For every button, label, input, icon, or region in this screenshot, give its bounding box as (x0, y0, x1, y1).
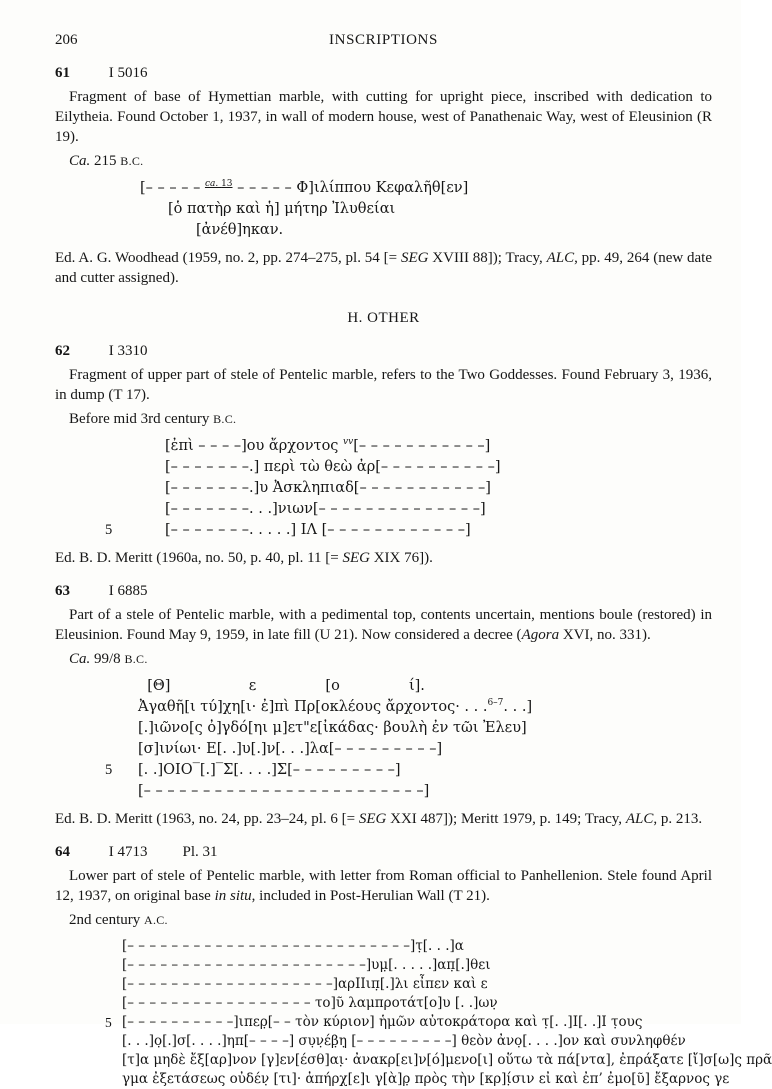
text-segment: Ca. (69, 651, 91, 667)
text-segment: vv (343, 437, 354, 448)
entry-heading (55, 341, 712, 361)
entry-inventory: I 5016 (108, 65, 148, 81)
entry-63 (55, 581, 712, 829)
greek-line (140, 220, 712, 241)
text-segment: ALC (546, 250, 575, 266)
greek-text (122, 1071, 729, 1087)
entry-number: 64 (55, 844, 70, 860)
entry-heading (55, 581, 712, 601)
greek-line (140, 178, 712, 199)
greek-text (138, 741, 442, 757)
greek-text (165, 480, 491, 496)
greek-line (138, 718, 712, 739)
text-segment: SEG (400, 250, 429, 266)
greek-text (138, 720, 527, 736)
text-segment: 215 (90, 153, 121, 169)
text-segment: B.C. (124, 652, 148, 666)
text-segment: [– – – – – – –.] περὶ τὼ θεὼ ἀρ[– – – – – – – – – –] (165, 459, 501, 475)
greek-line (122, 975, 712, 994)
greek-text (122, 957, 491, 973)
text-segment: XVI, no. 331). (559, 627, 651, 643)
greek-text (122, 1052, 772, 1068)
greek-text (122, 938, 464, 954)
entry-date (55, 409, 712, 429)
entry-date (55, 151, 712, 171)
greek-text (165, 501, 486, 517)
text-segment: Ed. B. D. Meritt (1960a, no. 50, p. 40, pl. 11 [= (55, 550, 343, 566)
text-segment: in situ (214, 888, 252, 904)
greek-text (168, 201, 395, 217)
text-segment: [– – – – – – –. . .]νιων[– – – – – – – – – – – – – –] (165, 501, 486, 517)
text-segment: [Θ] ε [ο ί]. (138, 678, 425, 694)
entry-inventory: I 4713 (108, 844, 148, 860)
text-segment: – – – – – Φ]ιλίππου Κεφαλῆθ[εν] (232, 180, 469, 196)
text-segment: , included in Post-Herulian Wall (T 21). (251, 888, 490, 904)
text-segment: Lower part of stele of Pentelic marble, with letter from Roman official to Panhellenion. Stele found April 12, 1937, on original base (55, 868, 712, 904)
line-number: 5 (105, 522, 113, 538)
greek-line (138, 697, 712, 718)
text-segment: [– – – – – – –.]υ Ἀσκληπιαδ[– – – – – – – – – – –] (165, 480, 491, 496)
greek-line (165, 436, 712, 457)
greek-line (122, 1032, 712, 1051)
text-segment: [. .]ΟΙΟ‾[.]‾Σ[. . . .]Σ[– – – – – – – – –] (138, 762, 401, 778)
entry-description (55, 365, 712, 405)
text-segment: Ed. B. D. Meritt (1963, no. 24, pp. 23–24, pl. 6 [= (55, 811, 359, 827)
greek-text (138, 783, 429, 799)
text-segment: [σ]ινίωι· Ε[. .]υ[.]ν[. . .]λα[– – – – – – – – –] (138, 741, 443, 757)
greek-text (165, 522, 471, 538)
entry-number: 61 (55, 65, 70, 81)
text-segment: [– – – – – – – – – – – – – – – – – το]ῦ λαμπροτάτ[ο]υ [. .]ων̣ (122, 995, 498, 1011)
section-heading: H. OTHER (347, 310, 420, 326)
text-segment: [– – – – – (140, 180, 205, 196)
entry-editions (55, 548, 712, 568)
text-segment: [– – – – – – – – – – – – – – – – – – – – – – – – – –]τ̣[. . .]α (122, 938, 464, 954)
page-header (55, 30, 712, 50)
greek-text (122, 1033, 686, 1049)
text-segment: , p. 213. (653, 811, 703, 827)
text-segment: SEG (342, 550, 370, 566)
text-segment: [ἀνέθ]ηκαν. (196, 222, 284, 238)
greek-text-block (55, 676, 712, 802)
entry-date (55, 910, 712, 930)
text-segment: , pp. 49, 264 (new date and cutter assigned). (55, 250, 713, 286)
text-segment: Ed. A. G. Woodhead (1959, no. 2, pp. 274–275, pl. 54 [= (55, 250, 401, 266)
greek-text (122, 995, 498, 1011)
greek-text (140, 180, 468, 196)
text-segment: [– – – – – – –. . . . .] ΙΛ [– – – – – – – – – – – –] (165, 522, 471, 538)
greek-line (122, 937, 712, 956)
entry-number: 62 (55, 343, 70, 359)
text-segment: [ὁ πατὴρ καὶ ἡ] μήτηρ Ἰλυθείαι (168, 201, 396, 217)
greek-line (122, 1070, 730, 1089)
text-segment: 13 (221, 179, 233, 190)
entry-editions (55, 809, 712, 829)
text-segment: XXI 487]); Meritt 1979, p. 149; Tracy, (386, 811, 626, 827)
text-segment: γμα ἐξετάσεως οὐδέν̣ [τι]· ἀπήρχ[ε]ι γ[ὰ]ρ̣ πρὸς τὴν [κρ]ί̣σιν εἰ καὶ ἐπ’ ἐμο[ῦ] ἔξαρνος γε (122, 1071, 730, 1087)
greek-line (140, 199, 712, 220)
text-segment: [– – – – – – – – – – – – – – – – – – – – – – – –] (138, 783, 430, 799)
greek-line (138, 676, 712, 697)
greek-line (105, 1013, 712, 1032)
entry-62 (55, 341, 712, 568)
text-segment: SEG (358, 811, 387, 827)
greek-line (122, 1051, 772, 1070)
text-segment: [.]ιῶνο[ς ὀ]γδό[ηι μ]ετ"ε[ἰκάδας· βουλὴ ἐν τῶι Ἐλευ] (138, 720, 527, 736)
text-segment: ca. (204, 179, 222, 190)
text-segment: Fragment of upper part of stele of Pentelic marble, refers to the Two Goddesses. Found February 3, 1936, in dump (T 17). (55, 367, 712, 403)
text-segment: ALC (625, 811, 654, 827)
entry-heading (55, 63, 712, 83)
greek-line (105, 520, 712, 541)
text-segment: [– – – – – – – – – – – – – – – – – – – – – –]υμ̣[. . . . .]απ̣[.]θει (122, 957, 491, 973)
greek-text-block (55, 178, 712, 241)
text-segment: Agora (521, 627, 560, 643)
entry-61 (55, 63, 712, 288)
entry-64 (55, 842, 772, 1089)
greek-text (165, 438, 490, 454)
text-segment: B.C. (120, 154, 144, 168)
greek-line (105, 760, 712, 781)
text-segment: 2nd century (69, 912, 144, 928)
text-segment: B.C. (213, 412, 237, 426)
text-segment: Ἀγαθῆ[ι τύ]χη[ι· ἐ]πὶ Πρ[οκλέους ἄρχοντος· . . . (138, 699, 488, 715)
greek-line (165, 457, 712, 478)
line-number: 5 (105, 1015, 112, 1030)
greek-text-block (55, 937, 772, 1089)
text-segment: 99/8 (90, 651, 125, 667)
text-segment: Ca. (69, 153, 91, 169)
text-segment: XVIII 88]); Tracy, (428, 250, 547, 266)
greek-line (122, 994, 712, 1013)
entry-inventory: I 3310 (108, 343, 148, 359)
greek-line (138, 739, 712, 760)
text-segment: [– – – – – – – – – –]ιπερ̣[– – τὸν κύριον] ἡμῶν αὐτοκράτορα καὶ τ̣[. .]Ι[. .]Ι τ̣ους (122, 1014, 643, 1030)
entry-editions (55, 248, 712, 288)
text-segment: Part of a stele of Pentelic marble, with a pedimental top, contents uncertain, mentions boule (restored) in Eleusinion. Found May 9, 1959, in late fill (U 21). Now considered a decree ( (55, 607, 712, 643)
entry-inventory: I 6885 (108, 583, 148, 599)
page-number: 206 (55, 32, 78, 48)
greek-text (196, 222, 283, 238)
text-segment: XIX 76]). (369, 550, 433, 566)
greek-line (165, 478, 712, 499)
greek-text (165, 459, 501, 475)
greek-text (138, 699, 532, 715)
greek-text (122, 976, 488, 992)
entry-description (55, 605, 712, 645)
greek-text-block (55, 436, 712, 541)
greek-text (122, 1014, 642, 1030)
line-number: 5 (105, 762, 113, 778)
text-segment: [– – – – – – – – – – – – – – – – – – –]αρΙΙιπ̣[.]λι εἶπεν καὶ ε (122, 976, 488, 992)
running-title: INSCRIPTIONS (329, 32, 438, 48)
text-segment: 6–7 (487, 698, 504, 709)
text-segment: A.C. (143, 913, 168, 927)
entry-description (55, 866, 712, 906)
greek-text (138, 678, 425, 694)
text-segment: [. . .]ο̣[.]σ[. . . .]ηπ[– – – –] συ̣ν̣έβ̣η̣ [– – – – – – – – –] θεὸν ἀνο̣[. . . .]ον καὶ συνληφθέν (122, 1033, 686, 1049)
entry-date (55, 649, 712, 669)
text-segment: Fragment of base of Hymettian marble, with cutting for upright piece, inscribed with dedication to Eilytheia. Found October 1, 1937, in wall of modern house, west of Panathenaic Way, west of Eleusinion (R 19). (55, 89, 712, 145)
entry-heading (55, 842, 712, 862)
greek-line (138, 781, 712, 802)
greek-text (138, 762, 401, 778)
text-segment: [ἐπὶ – – – –]ου ἄρχοντος (165, 438, 344, 454)
text-segment: . . .] (503, 699, 533, 715)
entry-description (55, 87, 712, 147)
text-segment: [τ]α μηδὲ ἔξ[αρ]νον [γ]εν[έσθ]αι̣· ἀνακρ[ει]ν[ό]μενο[ι] οὕτω τὰ πά[ντα], ἐπράξατε [ἴ]σ[ω]ς πρᾶ (122, 1052, 772, 1068)
greek-line (122, 956, 712, 975)
greek-line (165, 499, 712, 520)
text-segment: Before mid 3rd century (69, 411, 214, 427)
entry-plate: Pl. 31 (182, 844, 218, 860)
text-segment: [– – – – – – – – – – –] (353, 438, 491, 454)
entry-number: 63 (55, 583, 70, 599)
